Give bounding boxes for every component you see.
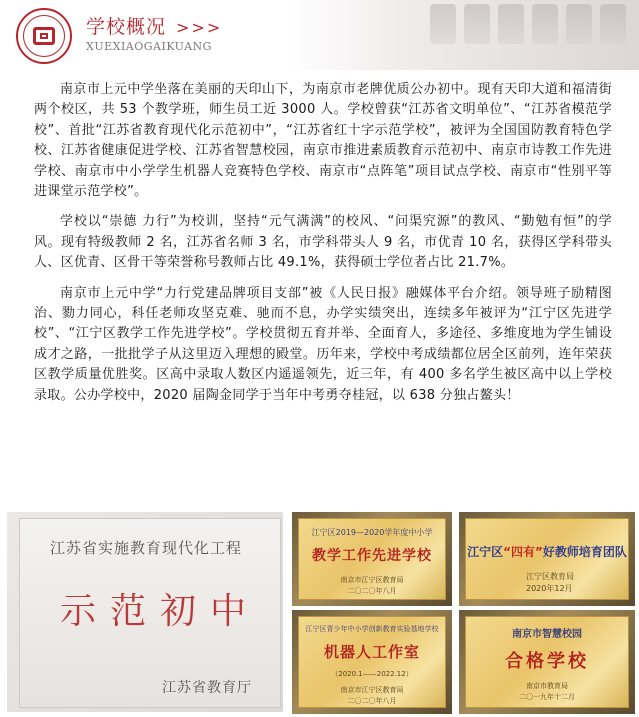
plaque-date: 二〇二〇年八月 [347,697,397,705]
plaque-photo-demonstration-school [7,512,283,712]
section-subtitle: XUEXIAOGAIKUANG [86,40,212,53]
plaque-photo-smart-campus [459,610,635,714]
plaque-date: 2020年12月 [526,584,573,593]
plaque-main-text: 示范初中 [60,591,261,632]
school-logo [16,8,72,64]
plaque-prefix: 江宁区 [467,545,504,559]
plaque-issuer: 江苏省教育厅 [162,680,252,696]
paragraph: 南京市上元中学“力行党建品牌项目支部”被《人民日报》融媒体平台介绍。领导班子励精图治、勠力同心，科任老师攻坚克难、驰而不息，办学实绩突出，连续多年被评为“江宁区先进学校”、“江宁区教学工作先进学校”。学校贯彻五育并举、全面育人，多途径、多维度地为学生铺设成才之路，一批批学子从这里迈入理想的殿堂。历年来，学校中考成绩都位居全区前列，连年荣获区教学质量优胜奖。区高中录取人数区内遥遥领先，近三年，有 400 多名学生被区高中以上学校录取。公办学校中，2020 届陶金同学于当年中考勇夺桂冠，以 638 分独占鳌头！ [34,285,612,403]
header-decoration [420,0,639,60]
plaque-highlight: “四有” [503,545,543,559]
plaque-issuer: 南京市江宁区教育局 [340,576,404,584]
plaque-issuer: 南京市江宁区教育局 [340,686,404,694]
plaque-issuer: 江宁区教育局 [526,572,574,581]
plaque-suffix: 好教师培育团队 [542,545,627,559]
paragraph: 学校以“崇德 力行”为校训，坚持“元气满满”的校风、“问渠究源”的教风、“勤勉有恒”的学风。现有特级教师 2 名，江苏省名师 3 名，市学科带头人 9 名，市优青 10 名，获得区学科带头人、区优青、区骨干等荣誉称号教师占比 49.1%，获得硕士学位者占比 21.7%。 [34,214,612,271]
page-header [0,0,639,70]
plaque-heading: 江宁区青少年中小学创新教育实验基地学校 [305,625,439,633]
plaque-main-text: 教学工作先进学校 [312,548,432,564]
intro-text [34,80,612,416]
plaque-date: 二〇二〇年八月 [347,587,397,595]
plaque-heading: 江苏省实施教育现代化工程 [50,539,243,557]
plaque-date: 二〇一九年十二月 [519,693,575,701]
plaque-heading: 南京市智慧校园 [512,629,582,640]
section-title [86,12,222,39]
plaque-photo-advanced-teaching [292,512,452,606]
plaque-main-text [466,543,628,560]
title-arrows: >>> [176,18,223,37]
plaque-photo-robot-studio [292,610,452,714]
section-title-text: 学校概况 [86,16,167,38]
plaque-heading: 江宁区2019—2020学年度中小学 [311,528,433,537]
plaque-photo-good-teacher-team [459,512,635,606]
plaque-period: （2020.1——2022.12） [331,670,413,678]
plaque-main-text: 机器人工作室 [323,643,420,661]
plaque-main-text: 合格学校 [505,651,589,672]
paragraph: 南京市上元中学坐落在美丽的天印山下，为南京市老牌优质公办初中。现有天印大道和福清街两个校区，共 53 个教学班，师生员工近 3000 人。学校曾获“江苏省文明单位”、“江苏省模范学校”、首批“江苏省教育现代化示范初中”，“江苏省红十字示范学校”，被评为全国国防教育特色学校、江苏省健康促进学校、江苏省智慧校园，南京市推进素质教育示范初中、南京市诗教工作先进学校、南京市中小学学生机器人竞赛特色学校、南京市“点阵笔”项目试点学校、南京市“性别平等进课堂示范学校”。 [34,82,612,200]
plaque-issuer: 南京市教育局 [526,682,568,690]
